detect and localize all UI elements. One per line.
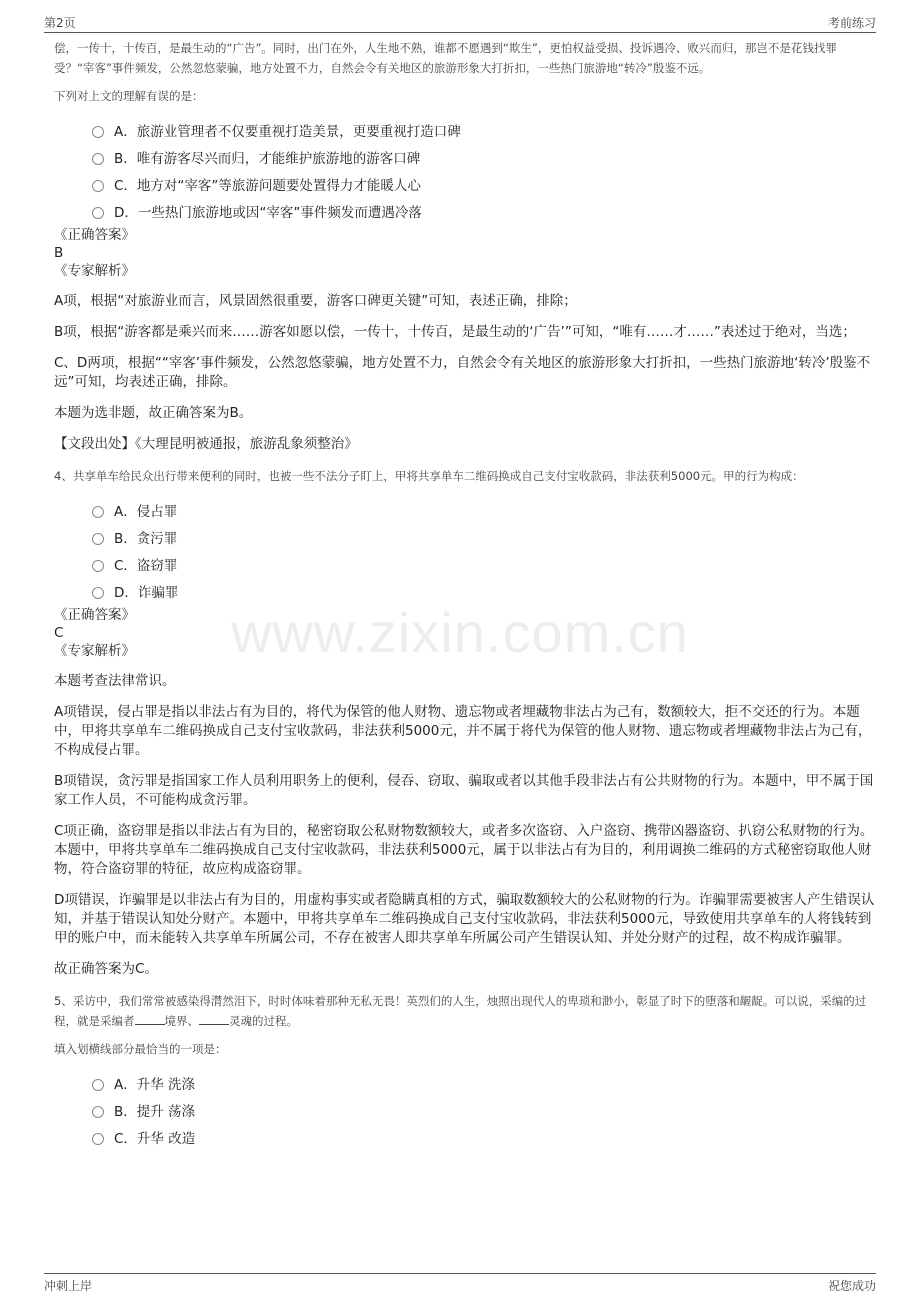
option-label: D．一些热门旅游地或因“宰客”事件频发而遭遇冷落 bbox=[114, 204, 422, 221]
question-4-text: 4、共享单车给民众出行带来便利的同时，也被一些不法分子盯上，甲将共享单车二维码换成自己支付宝收款码，非法获利5000元。甲的行为构成： bbox=[54, 469, 804, 483]
option-b[interactable] bbox=[92, 143, 876, 170]
question-5-prompt: 填入划横线部分最恰当的一项是： bbox=[54, 1042, 227, 1056]
option-b[interactable] bbox=[92, 523, 876, 550]
option-c[interactable] bbox=[92, 550, 876, 577]
option-d[interactable] bbox=[92, 197, 876, 224]
analysis-paragraph: B项错误，贪污罪是指国家工作人员利用职务上的便利，侵吞、窃取、骗取或者以其他手段非法占有公共财物的行为。本题中，甲不属于国家工作人员，不可能构成贪污罪。 bbox=[54, 773, 874, 808]
answer-label: 《正确答案》 bbox=[54, 607, 135, 623]
option-d[interactable] bbox=[92, 577, 876, 604]
analysis-paragraph: 本题考查法律常识。 bbox=[54, 673, 176, 689]
option-label: B．提升 荡涤 bbox=[114, 1103, 196, 1120]
question-5 bbox=[54, 991, 876, 1150]
option-label: B．贪污罪 bbox=[114, 530, 178, 547]
option-label: A．侵占罪 bbox=[114, 503, 178, 520]
answer-value: B bbox=[54, 245, 64, 261]
analysis-paragraph: D项错误，诈骗罪是以非法占有为目的，用虚构事实或者隐瞒真相的方式，骗取数额较大的公私财物的行为。诈骗罪需要被害人产生错误认知，并基于错误认知处分财产。本题中，甲将共享单车二维码换成自己支付宝收款码，非法获利5000元，导致使用共享单车的人将钱转到甲的账户中，而未能转入共享单车所属公司，不存在被害人即共享单车所属公司产生错误认知、并处分财产的过程，故不构成诈骗罪。 bbox=[54, 892, 875, 946]
radio-button-icon[interactable] bbox=[92, 1133, 104, 1145]
radio-button-icon[interactable] bbox=[92, 533, 104, 545]
question-3-options bbox=[92, 116, 876, 224]
option-a[interactable] bbox=[92, 116, 876, 143]
question-3-passage-tail: 偿，一传十，十传百，是最生动的“广告”。同时，出门在外，人生地不熟，谁都不愿遇到“欺生”，更怕权益受损、投诉遇冷、败兴而归，那岂不是花钱找罪受？“宰客”事件频发，公然忽悠蒙骗，地方处置不力，自然会令有关地区的旅游形象大打折扣，一些热门旅游地“转冷”殷鉴不远。 bbox=[54, 41, 837, 75]
analysis-conclusion: 本题为选非题，故正确答案为B。 bbox=[54, 405, 253, 421]
option-label: C．地方对“宰客”等旅游问题要处置得力才能暖人心 bbox=[114, 177, 421, 194]
page-footer bbox=[44, 1273, 876, 1296]
analysis-conclusion: 故正确答案为C。 bbox=[54, 961, 158, 977]
question-5-options bbox=[92, 1069, 876, 1150]
radio-button-icon[interactable] bbox=[92, 126, 104, 138]
radio-button-icon[interactable] bbox=[92, 153, 104, 165]
question-5-text-part: 灵魂的过程。 bbox=[229, 1014, 298, 1028]
option-label: A．升华 洗涤 bbox=[114, 1076, 196, 1093]
footer-left-text: 冲刺上岸 bbox=[44, 1278, 93, 1293]
question-4-options bbox=[92, 496, 876, 604]
analysis-paragraph: A项错误，侵占罪是指以非法占有为目的，将代为保管的他人财物、遗忘物或者埋藏物非法占为己有，数额较大，拒不交还的行为。本题中，甲将共享单车二维码换成自己支付宝收款码，非法获利5000元，并不属于将代为保管的他人财物、遗忘物或者埋藏物非法占为己有，不构成侵占罪。 bbox=[54, 704, 872, 758]
option-b[interactable] bbox=[92, 1096, 876, 1123]
analysis-label: 《专家解析》 bbox=[54, 263, 135, 279]
page-number: 第2页 bbox=[44, 15, 76, 30]
radio-button-icon[interactable] bbox=[92, 1079, 104, 1091]
question-5-text bbox=[54, 991, 876, 1031]
option-c[interactable] bbox=[92, 1123, 876, 1150]
question-5-text-part: 境界、 bbox=[164, 1014, 199, 1028]
source-citation: 【文段出处】《大理昆明被通报，旅游乱象须整治》 bbox=[54, 436, 358, 452]
watermark: www.zixin.com.cn bbox=[231, 601, 689, 664]
analysis-paragraph: C、D两项，根据““宰客’事件频发，公然忽悠蒙骗，地方处置不力，自然会令有关地区的旅游形象大打折扣，一些热门旅游地‘转冷’殷鉴不远”可知，均表述正确，排除。 bbox=[54, 355, 871, 390]
radio-button-icon[interactable] bbox=[92, 180, 104, 192]
analysis-paragraph: B项，根据“游客都是乘兴而来……游客如愿以偿，一传十，十传百，是最生动的‘广告’”可知，“唯有……才……”表述过于绝对，当选； bbox=[54, 324, 856, 340]
option-label: C．盗窃罪 bbox=[114, 557, 178, 574]
analysis-label: 《专家解析》 bbox=[54, 643, 135, 659]
analysis-paragraph: C项正确，盗窃罪是指以非法占有为目的，秘密窃取公私财物数额较大，或者多次盗窃、入户盗窃、携带凶器盗窃、扒窃公私财物的行为。本题中，甲将共享单车二维码换成自己支付宝收款码，非法获利5000元，属于以非法占有为目的，利用调换二维码的方式秘密窃取他人财物，符合盗窃罪的特征，故应构成盗窃罪。 bbox=[54, 823, 874, 877]
page-content bbox=[54, 38, 876, 1152]
footer-right-text: 祝您成功 bbox=[827, 1278, 876, 1293]
fill-blank bbox=[135, 1012, 165, 1025]
option-a[interactable] bbox=[92, 1069, 876, 1096]
radio-button-icon[interactable] bbox=[92, 506, 104, 518]
page-header bbox=[44, 12, 876, 33]
radio-button-icon[interactable] bbox=[92, 560, 104, 572]
answer-label: 《正确答案》 bbox=[54, 227, 135, 243]
option-c[interactable] bbox=[92, 170, 876, 197]
radio-button-icon[interactable] bbox=[92, 587, 104, 599]
option-label: B．唯有游客尽兴而归，才能维护旅游地的游客口碑 bbox=[114, 150, 421, 167]
option-label: A．旅游业管理者不仅要重视打造美景，更要重视打造口碑 bbox=[114, 123, 461, 140]
option-label: C．升华 改造 bbox=[114, 1130, 196, 1147]
option-a[interactable] bbox=[92, 496, 876, 523]
question-3 bbox=[54, 38, 876, 454]
question-3-prompt: 下列对上文的理解有误的是： bbox=[54, 89, 204, 103]
question-5-text-part: 5、采访中，我们常常被感染得潸然泪下，时时体味着那种无私无畏！英烈们的人生，烛照出现代人的卑琐和渺小，彰显了时下的堕落和龌龊。可以说，采编的过程，就是采编者 bbox=[54, 994, 867, 1028]
fill-blank bbox=[199, 1012, 229, 1025]
answer-value: C bbox=[54, 625, 64, 641]
analysis-paragraph: A项，根据“对旅游业而言，风景固然很重要，游客口碑更关键”可知，表述正确，排除； bbox=[54, 293, 577, 309]
radio-button-icon[interactable] bbox=[92, 1106, 104, 1118]
question-4 bbox=[54, 466, 876, 979]
option-label: D．诈骗罪 bbox=[114, 584, 179, 601]
header-title: 考前练习 bbox=[827, 15, 876, 30]
radio-button-icon[interactable] bbox=[92, 207, 104, 219]
